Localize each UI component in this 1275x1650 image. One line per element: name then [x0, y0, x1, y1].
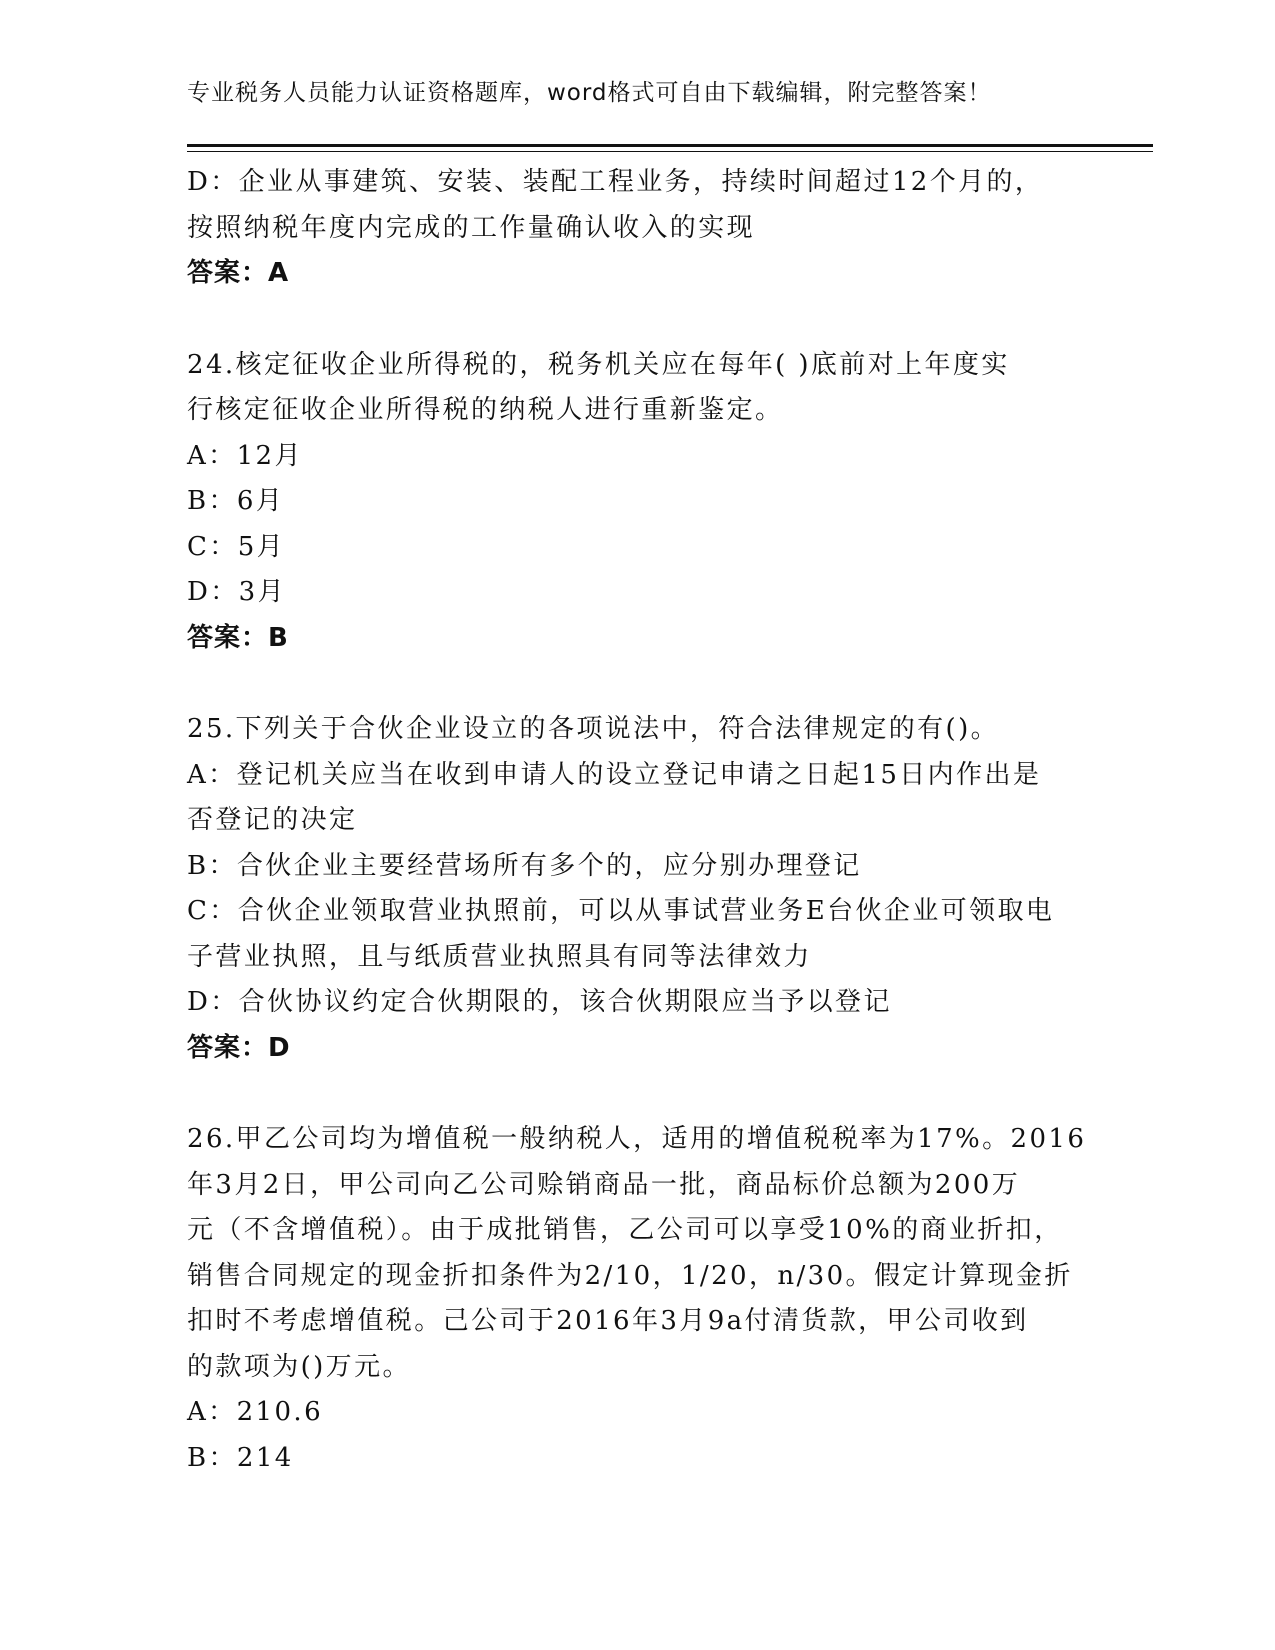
option-a: A：210.6 — [187, 1397, 324, 1427]
question-line: 按照纳税年度内完成的工作量确认收入的实现 — [187, 212, 756, 243]
header-rule-thick — [187, 144, 1153, 147]
option-c: C：合伙企业领取营业执照前，可以从事试营业务E台伙企业可领取电 — [187, 896, 1055, 926]
question-stem-line: 扣时不考虑增值税。己公司于2016年3月9a付清货款，甲公司收到 — [187, 1306, 1029, 1336]
option-c: C：5月 — [187, 531, 286, 562]
option-b: B：214 — [187, 1442, 294, 1473]
answer-line: 答案：D — [187, 1032, 291, 1063]
question-block-25 — [187, 707, 1087, 1071]
question-block-26 — [187, 1117, 1087, 1481]
question-stem-line: 年3月2日，甲公司向乙公司赊销商品一批，商品标价总额为200万 — [187, 1169, 1021, 1200]
option-b: B：合伙企业主要经营场所有多个的，应分别办理登记 — [187, 850, 862, 881]
answer-line: 答案：B — [187, 622, 289, 653]
question-stem-line: 销售合同规定的现金折扣条件为2/10，1/20，n/30。假定计算现金折 — [187, 1260, 1073, 1291]
question-block-24 — [187, 343, 1087, 662]
question-stem-line: 的款项为()万元。 — [187, 1351, 411, 1382]
question-block-23 — [187, 160, 1087, 297]
block-gap — [187, 1071, 1087, 1117]
option-a: A：12月 — [187, 440, 303, 471]
header-rule-thin — [187, 151, 1153, 152]
option-b: B：6月 — [187, 486, 285, 516]
block-gap — [187, 297, 1087, 343]
answer-line: 答案：A — [187, 258, 290, 288]
option-a-continued: 否登记的决定 — [187, 805, 358, 835]
option-a: A：登记机关应当在收到申请人的设立登记申请之日起15日内作出是 — [187, 759, 1042, 790]
option-c-continued: 子营业执照，且与纸质营业执照具有同等法律效力 — [187, 941, 812, 972]
question-line: D：企业从事建筑、安装、装配工程业务，持续时间超过12个月的， — [187, 167, 1044, 197]
question-stem-line: 行核定征收企业所得税的纳税人进行重新鉴定。 — [187, 395, 784, 425]
question-stem-line: 元（不含增值税）。由于成批销售，乙公司可以享受10%的商业折扣， — [187, 1215, 1063, 1245]
option-d: D：3月 — [187, 577, 286, 607]
question-stem-line: 24.核定征收企业所得税的，税务机关应在每年( )底前对上年度实 — [187, 349, 1010, 380]
block-gap — [187, 661, 1087, 707]
question-stem-line: 25.下列关于合伙企业设立的各项说法中，符合法律规定的有()。 — [187, 714, 1000, 744]
question-list — [187, 160, 1087, 1481]
page-header: 专业税务人员能力认证资格题库，word格式可自由下载编辑，附完整答案！ — [187, 80, 992, 106]
question-stem-line: 26.甲乙公司均为增值税一般纳税人，适用的增值税税率为17%。2016 — [187, 1124, 1087, 1154]
option-d: D：合伙协议约定合伙期限的，该合伙期限应当予以登记 — [187, 987, 892, 1017]
